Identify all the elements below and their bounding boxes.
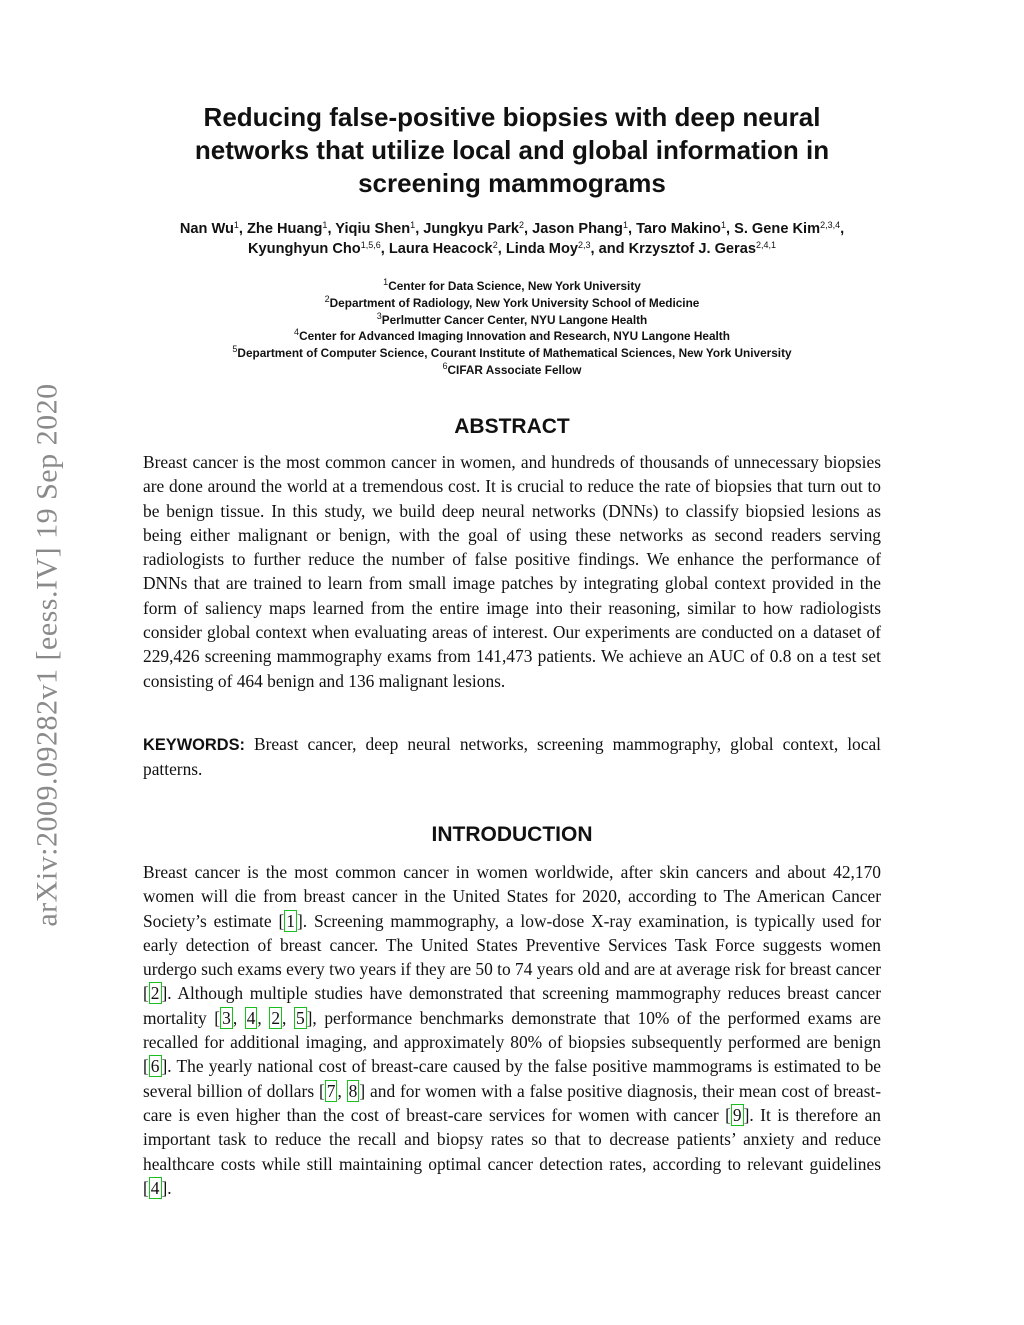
affiliation-marker: 1	[383, 277, 389, 287]
author	[636, 221, 726, 237]
affiliation-text: Department of Computer Science, Courant Institute of Mathematical Sciences, New York University	[237, 346, 792, 361]
abstract-text: Breast cancer is the most common cancer in women, and hundreds of thousands of unnecessary biopsies are done around the world at a tremendous cost. It is crucial to reduce the rate of biopsies that turn out to be benign tissue. In this study, we build deep neural networks (DNNs) to classify biopsied lesions as being either malignant or benign, with the goal of using these networks as second readers serving radiologists to further reduce the number of false positive findings. We enhance the performance of DNNs that are trained to learn from small image patches by integrating global context provided in the form of saliency maps learned from the entire image into their reasoning, similar to how radiologists consider global context when evaluating areas of interest. Our experiments are conducted on a dataset of 229,426 screening mammography exams from 141,473 patients. We achieve an AUC of 0.8 on a test set consisting of 464 benign and 136 malignant lesions.	[143, 452, 881, 691]
author-name: Zhe Huang	[247, 221, 323, 237]
abstract-heading: ABSTRACT	[454, 415, 570, 438]
author-affiliation-marker: 2,3,4	[820, 220, 841, 230]
author	[629, 241, 776, 257]
author-affiliation-marker: 1	[233, 220, 239, 230]
affiliation	[150, 362, 874, 379]
introduction-text-segment: ] and for women with a false positive diagnosis, their mean cost of breast-care is even higher than the cost of breast-care services for women with cancer [	[143, 1080, 881, 1125]
citation-link[interactable]: 3	[222, 1007, 231, 1028]
citation-link[interactable]: 6	[150, 1056, 160, 1077]
citation-link[interactable]: 7	[326, 1080, 336, 1101]
author-name: Krzysztof J. Geras	[628, 241, 756, 257]
affiliation-text: Department of Radiology, New York University School of Medicine	[329, 295, 700, 310]
keywords-label: KEYWORDS:	[143, 736, 245, 754]
citation-link[interactable]: 9	[732, 1104, 742, 1125]
citation-link[interactable]: 8	[348, 1080, 358, 1101]
arxiv-stamp-text: arXiv:2009.09282v1 [eess.IV] 19 Sep 2020	[31, 383, 65, 927]
affiliation	[150, 278, 874, 295]
author	[423, 221, 524, 237]
introduction-text-segment: ]. Although multiple studies have demonstrated that screening mammography reduces breast cancer mortality [	[143, 983, 881, 1028]
author-name: Jungkyu Park	[423, 221, 520, 237]
author	[248, 241, 381, 257]
introduction-text-segment: ]. The yearly national cost of breast-care caused by the false positive mammograms is estimated to be several billion of dollars [	[143, 1056, 881, 1101]
affiliation-text: Center for Data Science, New York University	[388, 279, 641, 293]
introduction-heading: INTRODUCTION	[431, 823, 593, 846]
affiliation-text: Perlmutter Cancer Center, NYU Langone Health	[381, 312, 648, 327]
affiliation	[150, 312, 874, 329]
author-name: Jason Phang	[532, 221, 623, 237]
affiliation-marker: 6	[442, 360, 448, 371]
author-affiliation-marker: 1	[622, 220, 628, 230]
introduction-text-segment: Breast cancer is the most common cancer in women worldwide, after skin cancers and about 42,170 women will die from breast cancer in the United States for 2020, according to The American Cancer Society’s estimate [	[143, 862, 881, 931]
introduction-text-segment: ]. Screening mammography, a low-dose X-ray examination, is typically used for early detection of breast cancer. The United States Preventive Services Task Force suggests women urdergo such exams every two years if they are 50 to 74 years old and are at average risk for breast cancer [	[143, 910, 881, 1004]
author-affiliation-marker: 1,5,6	[360, 240, 381, 250]
introduction-text-segment: ,	[232, 1007, 245, 1028]
introduction-text-segment: ,	[337, 1080, 347, 1101]
paper-title: Reducing false-positive biopsies with deep neural networks that utilize local and global information in screening mammograms	[194, 102, 830, 198]
introduction-text-segment: ,	[282, 1007, 294, 1028]
author	[532, 221, 628, 237]
affiliation-marker: 5	[232, 344, 238, 355]
introduction-text-segment: ,	[257, 1007, 270, 1028]
affiliation-text: Center for Advanced Imaging Innovation and Research, NYU Langone Health	[299, 329, 730, 344]
introduction-text-segment: ]. It is therefore an important task to reduce the recall and biopsy rates so that to decrease patients’ anxiety and reduce healthcare costs while still maintaining optimal cancer detection rates, according to relevant guidelines [	[143, 1104, 881, 1198]
keywords	[143, 732, 881, 782]
author	[506, 241, 591, 257]
affiliation-list	[150, 278, 874, 379]
keywords-text: Breast cancer, deep neural networks, screening mammography, global context, local patterns.	[143, 734, 881, 780]
author-affiliation-marker: 2	[492, 240, 498, 250]
arxiv-stamp	[20, 350, 76, 960]
affiliation-marker: 3	[376, 310, 382, 321]
introduction-text	[143, 860, 881, 1200]
author-name: Linda Moy	[505, 241, 578, 257]
affiliation	[150, 328, 874, 345]
author-list: Nan Wu$^1$, Zhe Huang$^1$, Yiqiu Shen$^1$, Jungkyu Park$^2$, Jason Phang$^1$, Taro Makino$^1$, S. Gene Kim$^{2,3,4}$, Kyunghyun Cho$^{1,5,6}$, Laura Heacock$^2$, Linda Moy$^{2,3}$, and Krzysztof J. Geras$^{2,4,1}$	[179, 220, 845, 257]
author	[389, 241, 498, 257]
author	[247, 221, 327, 237]
author	[180, 221, 239, 237]
introduction-text-segment: ], performance benchmarks demonstrate that 10% of the performed exams are recalled for additional imaging, and approximately 80% of biopsies subsequently performed are benign [	[143, 1007, 881, 1077]
author-name: Laura Heacock	[388, 241, 493, 257]
citation-link[interactable]: 4	[150, 1177, 160, 1198]
affiliation-text: CIFAR Associate Fellow	[447, 362, 582, 377]
author-name: Kyunghyun Cho	[248, 241, 361, 257]
affiliation-marker: 4	[294, 327, 300, 338]
author-name: S. Gene Kim	[734, 221, 821, 237]
affiliation	[150, 295, 874, 312]
author-name: Yiqiu Shen	[335, 221, 411, 237]
author-affiliation-marker: 2,4,1	[755, 240, 776, 250]
citation-link[interactable]: 5	[295, 1007, 305, 1028]
author-affiliation-marker: 2,3	[577, 240, 591, 250]
affiliation	[150, 345, 874, 362]
author-affiliation-marker: 1	[410, 220, 416, 230]
introduction-text-segment: ].	[161, 1177, 172, 1198]
author	[734, 221, 840, 237]
author-name: Nan Wu	[179, 221, 234, 237]
citation-link[interactable]: 4	[246, 1007, 256, 1028]
author-affiliation-marker: 2	[519, 220, 525, 230]
affiliation-marker: 2	[324, 293, 330, 304]
citation-link[interactable]: 2	[150, 983, 160, 1004]
author-affiliation-marker: 1	[720, 220, 726, 230]
author-affiliation-marker: 1	[322, 220, 328, 230]
author-name: Taro Makino	[636, 221, 721, 237]
citation-link[interactable]: 1	[286, 910, 295, 931]
author	[335, 221, 415, 237]
citation-link[interactable]: 2	[271, 1007, 281, 1028]
